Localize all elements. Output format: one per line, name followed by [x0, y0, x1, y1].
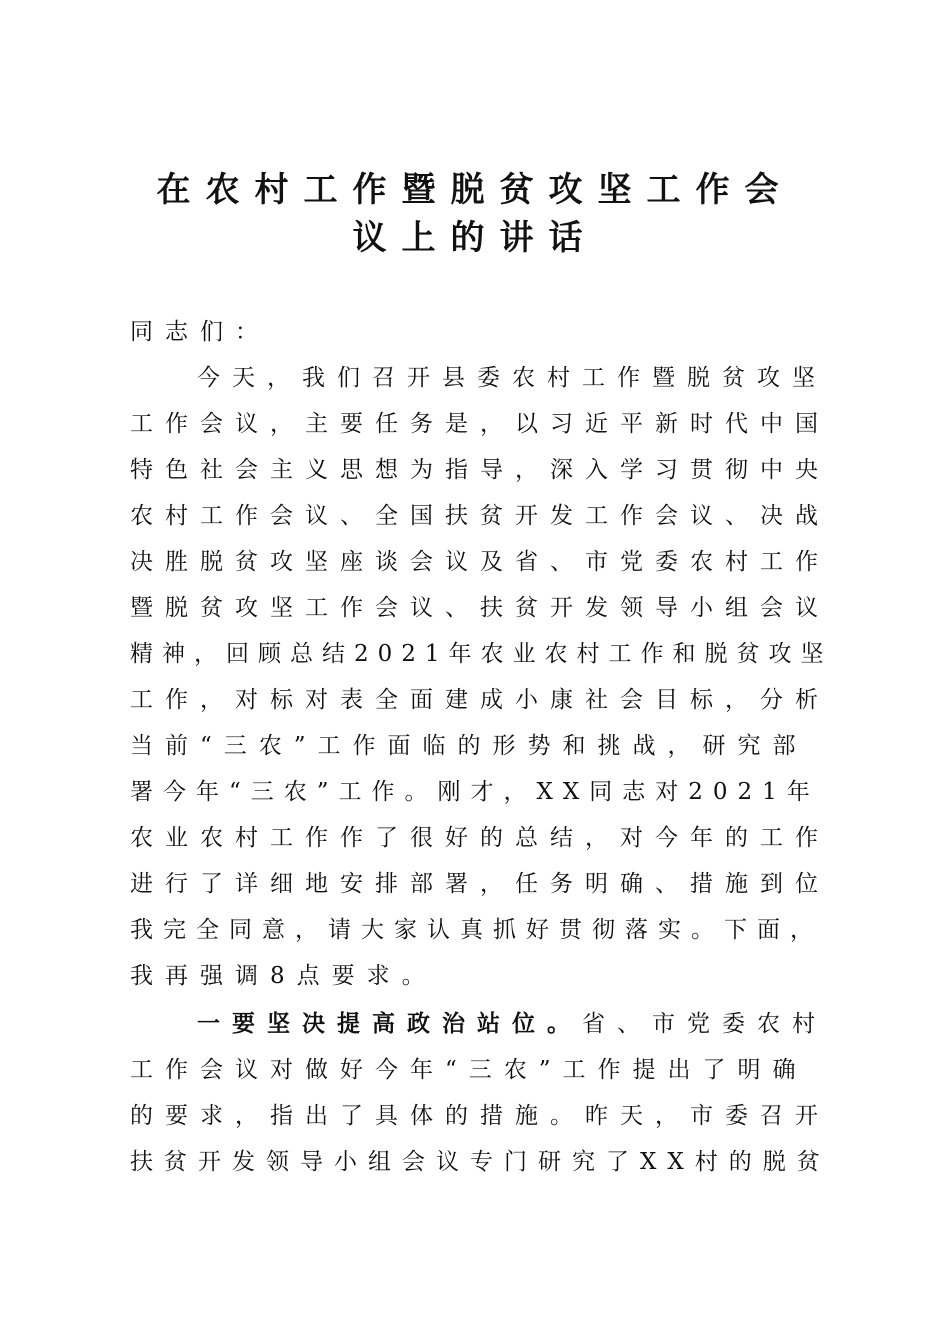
paragraph-line: 扶贫开发领导小组会议专门研究了XX村的脱贫 [130, 1149, 831, 1175]
paragraph-line: 当前“三农”工作面临的形势和挑战，研究部 [130, 733, 808, 759]
paragraph-line: 精神，回顾总结2021年农业农村工作和脱贫攻坚 [130, 641, 833, 667]
paragraph-line: 的要求，指出了具体的措施。昨天，市委召开 [130, 1103, 830, 1129]
paragraph-line: 我再强调8点要求。 [130, 963, 437, 989]
section-heading: 一要坚决提高政治站位。 [197, 1011, 582, 1037]
paragraph-line: 农业农村工作作了很好的总结，对今年的工作 [130, 825, 830, 851]
paragraph-line: 特色社会主义思想为指导，深入学习贯彻中央 [130, 457, 830, 483]
document-title-line-2: 议上的讲话 [352, 218, 598, 258]
document-title-line-1: 在农村工作暨脱贫攻坚工作会 [156, 170, 794, 210]
paragraph-line: 署今年“三农”工作。刚才，XX同志对2021年 [130, 779, 820, 805]
paragraph-line: 我完全同意，请大家认真抓好贯彻落实。下面， [130, 917, 823, 943]
paragraph-line: 今天，我们召开县委农村工作暨脱贫攻坚 [197, 365, 827, 391]
paragraph-line: 工作会议，主要任务是，以习近平新时代中国 [130, 411, 830, 437]
paragraph-text: 省、市党委农村 [582, 1011, 827, 1037]
paragraph-line: 决胜脱贫攻坚座谈会议及省、市党委农村工作 [130, 549, 830, 575]
salutation: 同志们： [130, 319, 270, 345]
paragraph-line: 进行了详细地安排部署，任务明确、措施到位 [130, 871, 830, 897]
paragraph-line: 暨脱贫攻坚工作会议、扶贫开发领导小组会议 [130, 595, 830, 621]
paragraph-line: 工作会议对做好今年“三农”工作提出了明确 [130, 1057, 808, 1083]
paragraph-line [197, 1001, 897, 1047]
paragraph-line: 农村工作会议、全国扶贫开发工作会议、决战 [130, 503, 830, 529]
paragraph-line: 工作，对标对表全面建成小康社会目标，分析 [130, 687, 830, 713]
